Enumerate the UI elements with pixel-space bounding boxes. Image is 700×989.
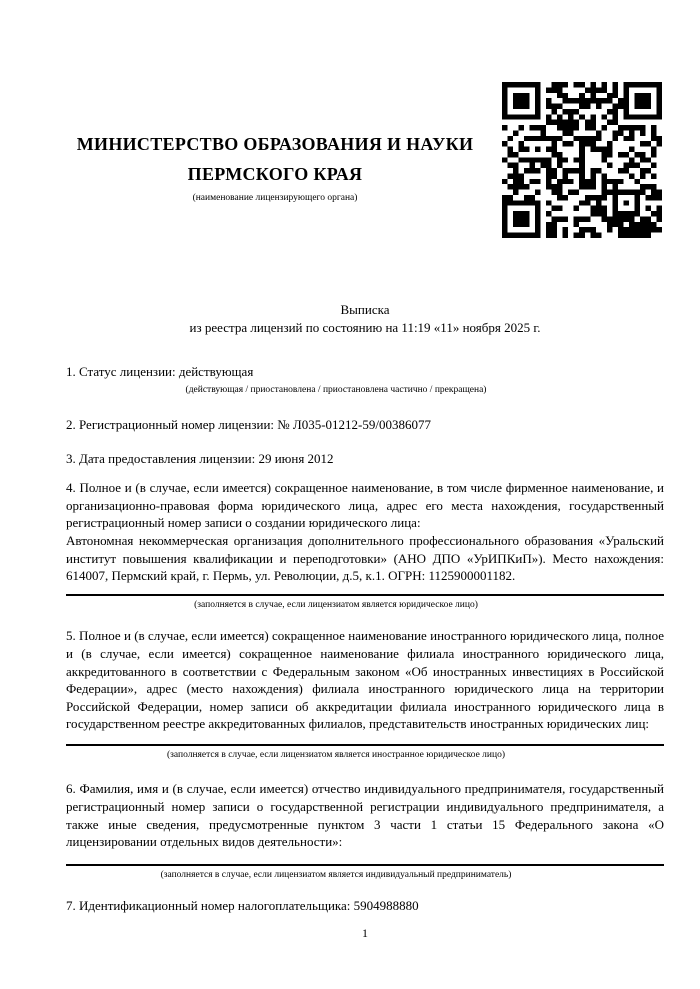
page-number: 1 (362, 926, 368, 940)
document-title-line1: Выписка (340, 302, 390, 317)
licensing-authority-header (66, 129, 484, 205)
item-3-grant-date: 3. Дата предоставления лицензии: 29 июня 2012 (66, 450, 334, 466)
item-2-registration-number: 2. Регистрационный номер лицензии: № Л035-01212-59/00386077 (66, 417, 432, 433)
item-5-foreign-entity (66, 627, 664, 762)
item-6-label: 6. Фамилия, имя и (в случае, если имеется) отчество индивидуального предпринимателя, государственный регистрационный номер записи о государственной регистрации индивидуального предпринимателя, а также иные сведения, предусмотренные пунктом 3 части 1 статьи 15 Федерального закона «О лицензировании отдельных видов деятельности»: (66, 781, 664, 850)
item-5-label: 5. Полное и (в случае, если имеется) сокращенное наименование иностранного юридического лица, полное и (в случае, если имеется) сокращенное наименование филиала иностранного юридического лица, аккредитованного в соответствии с Федеральным законом «Об иностранных инвестициях в Российской Федерации», адрес (место нахождения) филиала иностранного юридического лица на территории Российской Федерации, номер записи об аккредитации филиала иностранного юридического лица в государственном реестре аккредитованных филиалов, представительств иностранных юридических лиц: (66, 628, 664, 732)
authority-name-caption: (наименование лицензирующего органа) (192, 193, 358, 203)
fill-line (66, 594, 664, 596)
item-1-caption: (действующая / приостановлена / приостановлена частично / прекращена) (185, 384, 487, 395)
document-title-line2: из реестра лицензий по состоянию на 11:19 «11» ноября 2025 г. (189, 320, 541, 335)
item-1-license-status: 1. Статус лицензии: действующая (66, 364, 254, 379)
qr-code-icon (502, 82, 662, 238)
item-7-taxpayer-id: 7. Идентификационный номер налогоплательщика: 5904988880 (66, 898, 419, 914)
item-6-caption: (заполняется в случае, если лицензиатом является индивидуальный предприниматель) (160, 869, 512, 880)
document-body (66, 363, 664, 915)
item-5-caption: (заполняется в случае, если лицензиатом является иностранное юридическое лицо) (167, 749, 505, 760)
item-6-individual-entrepreneur (66, 780, 664, 882)
authority-name-line1: МИНИСТЕРСТВО ОБРАЗОВАНИЯ И НАУКИ (76, 134, 474, 154)
authority-name-line2: ПЕРМСКОГО КРАЯ (187, 164, 363, 184)
item-4-value: Автономная некоммерческая организация дополнительного профессионального образования «Уральский институт повышения квалификации и переподготовки» (АНО ДПО «УрИПКиП»). Место нахождения: 614007, Пермский край, г. Пермь, ул. Революции, д.5, к.1. ОГРН: 1125900001182. (66, 533, 664, 584)
fill-line (66, 864, 664, 866)
item-4-caption: (заполняется в случае, если лицензиатом является юридическое лицо) (194, 599, 478, 610)
item-4-legal-entity (66, 479, 664, 612)
document-title (66, 301, 664, 337)
fill-line (66, 744, 664, 746)
item-4-label: 4. Полное и (в случае, если имеется) сокращенное наименование, в том числе фирменное наименование, и организационно-правовая форма юридического лица, адрес его места нахождения, государственный регистрационный номер записи о создании юридического лица: (66, 480, 664, 531)
